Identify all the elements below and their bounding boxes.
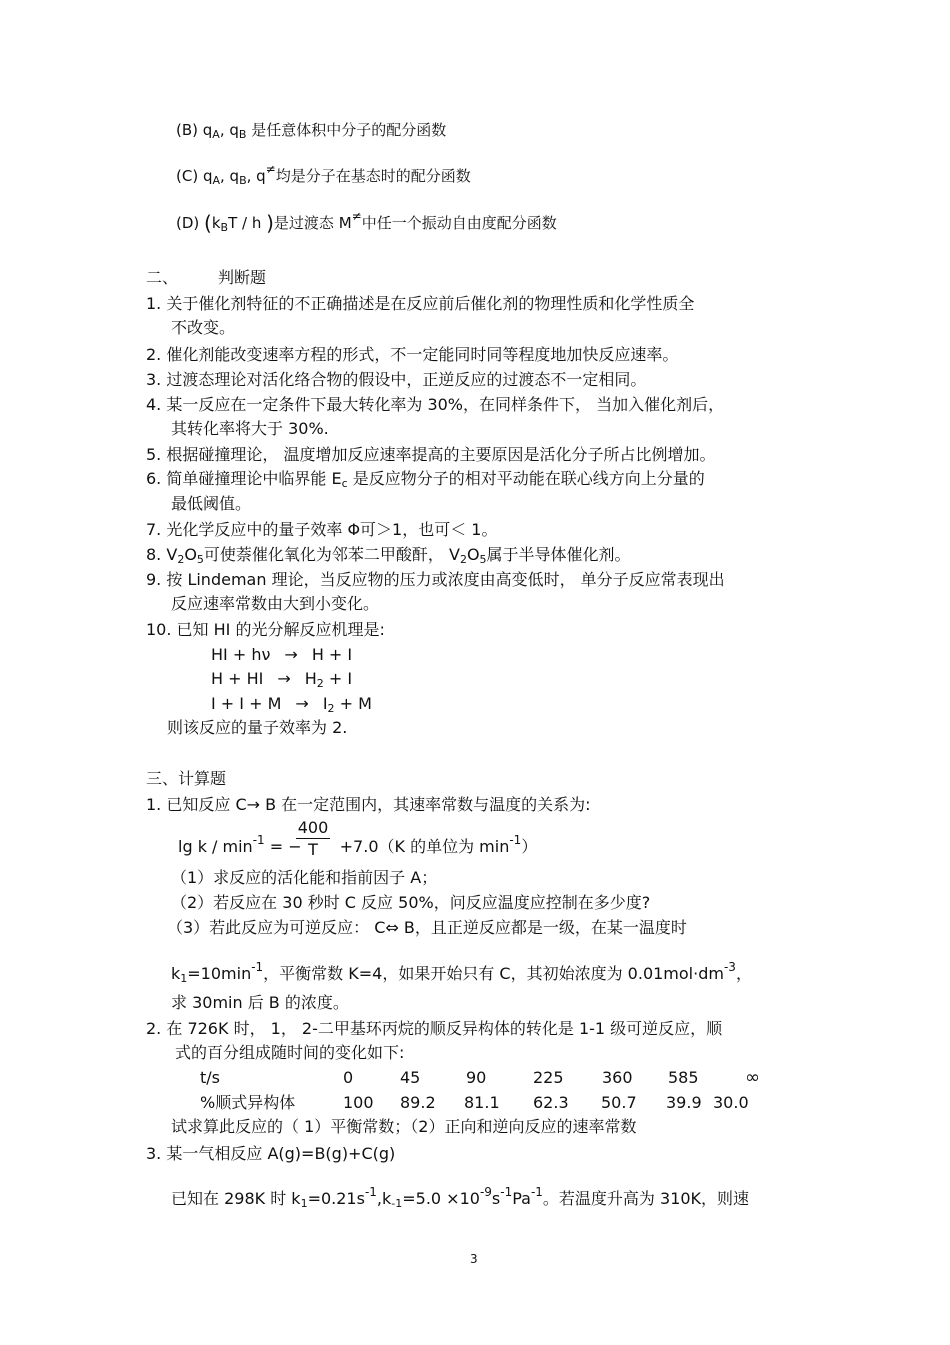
section2-heading: 二、 判断题 — [146, 268, 267, 287]
judge-item-6-cont: 最低阈值。 — [171, 494, 252, 513]
calc-q3: 3. 某一气相反应 A(g)=B(g)+C(g) — [146, 1144, 396, 1163]
calc-q2-cont: 式的百分组成随时间的变化如下: — [175, 1043, 405, 1062]
option-d: (D) ($k_BT$ / h )是过渡态 M≠中任一个振动自由度配分函数 — [176, 209, 557, 235]
page-number: 3 — [470, 1252, 478, 1266]
q1-part3-line3: 求 30min 后 B 的浓度。 — [171, 993, 349, 1012]
table-cell: 90 — [466, 1068, 487, 1087]
judge-item-1: 1. 关于催化剂特征的不正确描述是在反应前后催化剂的物理性质和化学性质全 — [146, 294, 695, 313]
judge-item-7: 7. 光化学反应中的量子效率 Φ可＞1，也可＜ 1。 — [146, 520, 498, 539]
judge-item-3: 3. 过渡态理论对活化络合物的假设中，正逆反应的过渡态不一定相同。 — [146, 370, 647, 389]
table-row-label-cis: %顺式异构体 — [200, 1093, 296, 1112]
table-cell: 360 — [602, 1068, 633, 1087]
judge-item-4-cont: 其转化率将大于 30%. — [171, 419, 329, 438]
calc-q3-data: 已知在 298K 时 $k_1=0.21s^{-1},k_{-1}=5.0 \times 10^{-9}s^{-1}Pa^{-1}$。若温度升高为 310K，则速 — [171, 1185, 750, 1210]
table-cell: 39.9 — [666, 1093, 702, 1112]
calc-q2: 2. 在 726K 时， 1， 2-二甲基环丙烷的顺反异构体的转化是 1-1 级可逆反应，顺 — [146, 1019, 723, 1038]
judge-item-6: 6. 简单碰撞理论中临界能 $E_c$ 是反应物分子的相对平动能在联心线方向上分量的 — [146, 469, 705, 490]
calc-q2-question: 试求算此反应的（ 1）平衡常数；（2）正向和逆向反应的速率常数 — [171, 1117, 637, 1136]
table-cell: 585 — [668, 1068, 699, 1087]
mech-step-3: $I + I + M \to I_2 + M$ — [211, 694, 372, 715]
mech-step-1: HI + hν → H + I — [211, 645, 353, 664]
section3-heading: 三、计算题 — [146, 769, 227, 788]
table-cell: 62.3 — [533, 1093, 569, 1112]
judge-item-5: 5. 根据碰撞理论， 温度增加反应速率提高的主要原因是活化分子所占比例增加。 — [146, 445, 716, 464]
option-b: (B) $q_A$, $q_B$ 是任意体积中分子的配分函数 — [176, 121, 447, 141]
q1-equation: lg k / $\min^{-1}$ = − +7.0（K 的单位为 $\min^{-1}$） — [178, 833, 538, 856]
table-cell: 225 — [533, 1068, 564, 1087]
judge-item-10: 10. 已知 HI 的光分解反应机理是: — [146, 620, 385, 639]
q1-fraction: $\frac{400}{T}$ — [297, 818, 329, 859]
table-cell: 50.7 — [601, 1093, 637, 1112]
q1-part3-line2: $k_1=10\min^{-1}$，平衡常数 K=4，如果开始只有 C，其初始浓度为 $0.01mol\cdot dm^{-3}$， — [171, 960, 752, 985]
table-cell: ∞ — [745, 1067, 760, 1088]
judge-item-8: 8. $V_2O_5$可使萘催化氧化为邻苯二甲酸酐， $V_2O_5$属于半导体催化剂。 — [146, 545, 631, 566]
judge-item-4: 4. 某一反应在一定条件下最大转化率为 30%，在同样条件下， 当加入催化剂后， — [146, 395, 725, 414]
q1-part3: （3）若此反应为可逆反应： C⇔ B，且正逆反应都是一级，在某一温度时 — [167, 918, 687, 937]
mech-step-2: H + HI → $H_2 + I$ — [211, 669, 353, 690]
table-cell: 45 — [400, 1068, 421, 1087]
table-row-label-time: t/s — [200, 1068, 220, 1087]
table-cell: 30.0 — [713, 1093, 749, 1112]
judge-item-2: 2. 催化剂能改变速率方程的形式，不一定能同时同等程度地加快反应速率。 — [146, 345, 679, 364]
q1-part1: （1）求反应的活化能和指前因子 A； — [171, 868, 438, 887]
table-cell: 0 — [343, 1068, 354, 1087]
judge-item-9: 9. 按 Lindeman 理论，当反应物的压力或浓度由高变低时， 单分子反应常表现出 — [146, 570, 725, 589]
table-cell: 89.2 — [400, 1093, 436, 1112]
calc-q1: 1. 已知反应 C→ B 在一定范围内，其速率常数与温度的关系为: — [146, 795, 591, 814]
q1-part2: （2）若反应在 30 秒时 C 反应 50%，问反应温度应控制在多少度? — [171, 893, 651, 912]
table-cell: 100 — [343, 1093, 374, 1112]
judge-item-1-cont: 不改变。 — [171, 318, 236, 337]
option-c: (C) $q_A$, $q_B$, q≠均是分子在基态时的配分函数 — [176, 162, 471, 187]
table-cell: 81.1 — [464, 1093, 500, 1112]
mech-conclusion: 则该反应的量子效率为 2. — [167, 718, 348, 737]
judge-item-9-cont: 反应速率常数由大到小变化。 — [171, 594, 380, 613]
